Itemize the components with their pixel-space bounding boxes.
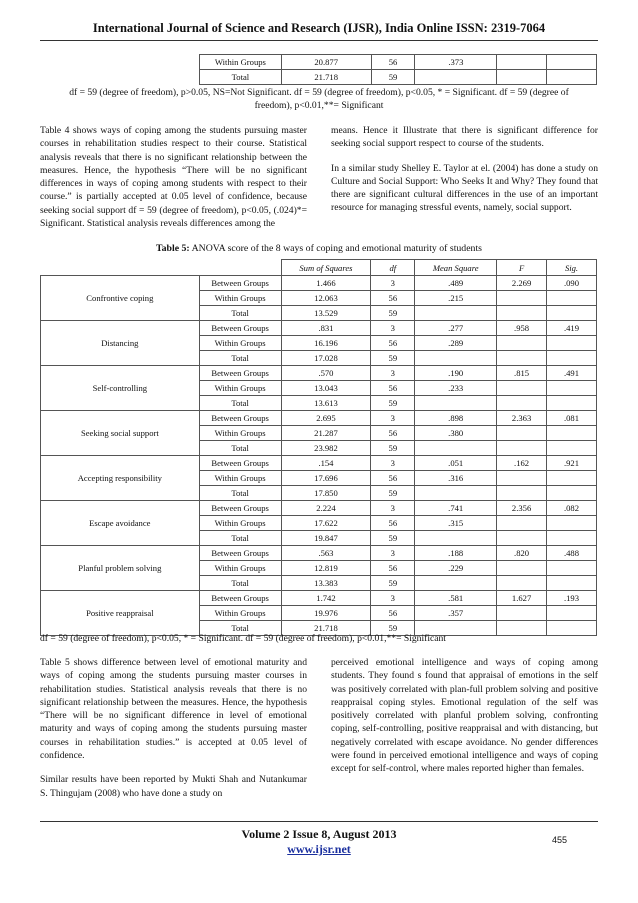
- table-cell: Within Groups: [199, 606, 281, 621]
- table-cell: 20.877: [281, 55, 371, 70]
- table-cell: 56: [371, 426, 415, 441]
- group-label-cell: [41, 366, 200, 381]
- table-cell: 3: [371, 411, 415, 426]
- table-cell: 1.466: [281, 276, 371, 291]
- table-cell: [415, 396, 497, 411]
- table-cell: .316: [415, 471, 497, 486]
- table-cell: [415, 576, 497, 591]
- table-row: [41, 516, 597, 531]
- table-cell: [415, 441, 497, 456]
- paragraph: In a similar study Shelley E. Taylor at el. (2004) has done a study on Culture and Social Support: Who Seeks It and Why? They found that there are significant cultural differences in the use of an important resource for managing stressful events, namely, social support.: [331, 162, 598, 214]
- col-header: Sig.: [547, 260, 597, 276]
- group-label-cell: [41, 591, 200, 606]
- table-cell: [415, 70, 497, 85]
- table-row: [200, 70, 597, 85]
- group-label-cell: Positive reappraisal: [41, 606, 200, 621]
- table-cell: .921: [547, 456, 597, 471]
- paragraph: perceived emotional intelligence and ways of coping among students. They found s found that appraisal of emotions in the self was positively correlated with plan-full problem solving and positive reappraisal coping styles. Emotional regulation of the self was positively correlated with planful problem solving, confronting coping, self-controlling, positive reappraisal and with distancing, but negatively correlated with escape avoidance. No gender differences were found in perceived emotional intelligence and ways of coping except for self-control, where males reported higher than females.: [331, 657, 598, 775]
- paragraph: means. Hence it Illustrate that there is significant difference for seeking social support respect to course of the students.: [331, 125, 598, 150]
- top-anova-table: [199, 54, 597, 85]
- col-header: Mean Square: [415, 260, 497, 276]
- table-cell: [497, 561, 547, 576]
- table-cell: [547, 561, 597, 576]
- table-cell: 3: [371, 546, 415, 561]
- table-row: [41, 441, 597, 456]
- group-label-cell: [41, 396, 200, 411]
- group-label-cell: Accepting responsibility: [41, 471, 200, 486]
- paragraph: Table 4 shows ways of coping among the students pursuing master courses in rehabilitation studies respect to their course. Statistical analysis reveals that there is no significant relationship between the measures. Hence, the hypothesis “There will be no significant differences in ways of coping among students with respect to their course.” is partially accepted at 0.05 level of confidence, because seeking social support df = 59 (degree of freedom), p<0.05, (.024)*= Significant. Statistical analysis reveals differences among the: [40, 125, 307, 230]
- table-row: [41, 456, 597, 471]
- table-row: [41, 606, 597, 621]
- table-cell: Within Groups: [199, 291, 281, 306]
- table-cell: [547, 516, 597, 531]
- table-cell: 23.982: [281, 441, 371, 456]
- table-cell: 56: [371, 381, 415, 396]
- table-cell: [497, 381, 547, 396]
- table-cell: 3: [371, 276, 415, 291]
- group-label-cell: [41, 411, 200, 426]
- table-row: [41, 381, 597, 396]
- table-cell: [547, 306, 597, 321]
- table-cell: 12.063: [281, 291, 371, 306]
- table-cell: Within Groups: [199, 336, 281, 351]
- table-cell: .193: [547, 591, 597, 606]
- table-cell: .373: [415, 55, 497, 70]
- table-cell: [497, 396, 547, 411]
- table-cell: 13.613: [281, 396, 371, 411]
- table-cell: .581: [415, 591, 497, 606]
- table-cell: [497, 471, 547, 486]
- group-label-cell: [41, 546, 200, 561]
- table-cell: Total: [199, 531, 281, 546]
- table-cell: [497, 291, 547, 306]
- table-cell: 56: [371, 606, 415, 621]
- table-cell: 59: [371, 576, 415, 591]
- group-label-cell: Escape avoidance: [41, 516, 200, 531]
- col-header: Sum of Squares: [281, 260, 371, 276]
- table-cell: [497, 306, 547, 321]
- table-cell: [415, 486, 497, 501]
- table-cell: Between Groups: [199, 321, 281, 336]
- group-label-cell: [41, 441, 200, 456]
- table-cell: [547, 441, 597, 456]
- table-cell: Total: [200, 70, 282, 85]
- table-row: [41, 471, 597, 486]
- table-cell: [415, 306, 497, 321]
- page-number: 455: [552, 835, 568, 845]
- table-row: [41, 411, 597, 426]
- top-table-note: df = 59 (degree of freedom), p>0.05, NS=Not Significant. df = 59 (degree of freedom), p<0.05, * = Significant. df = 59 (degree of freedom), p<0.01,**= Significant: [69, 87, 569, 111]
- table-cell: [497, 351, 547, 366]
- group-label-cell: [41, 306, 200, 321]
- group-label-cell: Seeking social support: [41, 426, 200, 441]
- table-cell: .815: [497, 366, 547, 381]
- table-cell: [547, 486, 597, 501]
- table5-caption-text: ANOVA score of the 8 ways of coping and emotional maturity of students: [189, 243, 482, 254]
- table-cell: [415, 531, 497, 546]
- table-cell: .233: [415, 381, 497, 396]
- table-cell: [547, 576, 597, 591]
- table5-caption-label: Table 5:: [156, 243, 190, 254]
- column-left-lower: [40, 656, 307, 811]
- table-cell: .082: [547, 501, 597, 516]
- table-cell: Total: [199, 441, 281, 456]
- table-cell: 59: [371, 531, 415, 546]
- table-cell: [497, 606, 547, 621]
- table-cell: 13.383: [281, 576, 371, 591]
- table-cell: [497, 441, 547, 456]
- table-cell: Between Groups: [199, 366, 281, 381]
- table-row: [41, 321, 597, 336]
- table-cell: .380: [415, 426, 497, 441]
- group-label-cell: [41, 321, 200, 336]
- table-cell: 2.224: [281, 501, 371, 516]
- table-cell: Within Groups: [199, 516, 281, 531]
- table-cell: [547, 70, 597, 85]
- table-cell: .570: [281, 366, 371, 381]
- table-cell: [497, 531, 547, 546]
- table-cell: 59: [371, 306, 415, 321]
- table-cell: Between Groups: [199, 591, 281, 606]
- table-cell: 59: [371, 621, 415, 636]
- table-cell: 12.819: [281, 561, 371, 576]
- table-row: [41, 351, 597, 366]
- table-cell: .491: [547, 366, 597, 381]
- table-cell: .357: [415, 606, 497, 621]
- table-cell: 21.718: [281, 70, 371, 85]
- table-cell: Within Groups: [200, 55, 282, 70]
- table-row: [41, 591, 597, 606]
- table-cell: [547, 426, 597, 441]
- table-cell: 56: [371, 471, 415, 486]
- group-label-cell: [41, 456, 200, 471]
- table-cell: .563: [281, 546, 371, 561]
- table-cell: .489: [415, 276, 497, 291]
- group-label-cell: Distancing: [41, 336, 200, 351]
- table-cell: 19.847: [281, 531, 371, 546]
- table-cell: [547, 351, 597, 366]
- table-cell: [497, 336, 547, 351]
- table-cell: Total: [199, 621, 281, 636]
- table-cell: .820: [497, 546, 547, 561]
- group-label-cell: [41, 501, 200, 516]
- journal-header: International Journal of Science and Research (IJSR), India Online ISSN: 2319-7064: [92, 21, 546, 35]
- table-cell: Total: [199, 486, 281, 501]
- table5-note: df = 59 (degree of freedom), p<0.05, * = Significant. df = 59 (degree of freedom), p<0.01,**= Significant: [40, 633, 446, 644]
- paragraph: Table 5 shows difference between level of emotional maturity and ways of coping among the students pursuing master courses in rehabilitation studies. Statistical analysis reveals that there is no significant relationship between the measures. Hence, the hypothesis “There will be no significant difference in level of emotional maturity and ways of coping among the students pursuing master courses in rehabilitation studies.” is accepted at 0.05 level of confidence.: [40, 657, 307, 762]
- table-cell: 17.850: [281, 486, 371, 501]
- footer: [0, 827, 638, 857]
- table-row: [41, 276, 597, 291]
- group-label-cell: [41, 576, 200, 591]
- group-label-cell: [41, 276, 200, 291]
- table-cell: .741: [415, 501, 497, 516]
- table-cell: .831: [281, 321, 371, 336]
- table-cell: 21.718: [281, 621, 371, 636]
- table-cell: .162: [497, 456, 547, 471]
- table-cell: Within Groups: [199, 561, 281, 576]
- footer-url-link[interactable]: www.ijsr.net: [287, 842, 351, 856]
- table-cell: .315: [415, 516, 497, 531]
- table-cell: .154: [281, 456, 371, 471]
- table-cell: [497, 576, 547, 591]
- table-cell: 17.696: [281, 471, 371, 486]
- table-row: [41, 531, 597, 546]
- group-label-cell: [41, 351, 200, 366]
- table-cell: [547, 531, 597, 546]
- table-cell: [547, 336, 597, 351]
- table-cell: 2.356: [497, 501, 547, 516]
- table-cell: Total: [199, 396, 281, 411]
- table-cell: 3: [371, 501, 415, 516]
- table-row: [200, 55, 597, 70]
- table-cell: [497, 621, 547, 636]
- table-cell: [547, 606, 597, 621]
- footer-volume: Volume 2 Issue 8, August 2013: [241, 827, 397, 841]
- table-cell: .488: [547, 546, 597, 561]
- table-cell: [497, 516, 547, 531]
- table-cell: 19.976: [281, 606, 371, 621]
- group-label-cell: [41, 486, 200, 501]
- table-row: [41, 501, 597, 516]
- table-cell: [497, 55, 547, 70]
- table-cell: Between Groups: [199, 546, 281, 561]
- group-label-cell: [41, 531, 200, 546]
- table-row: [41, 486, 597, 501]
- table-cell: .188: [415, 546, 497, 561]
- table-cell: [497, 486, 547, 501]
- table-cell: 13.529: [281, 306, 371, 321]
- table-cell: 13.043: [281, 381, 371, 396]
- table-cell: 21.287: [281, 426, 371, 441]
- table-cell: 59: [371, 441, 415, 456]
- table-cell: 56: [371, 291, 415, 306]
- table-cell: 17.622: [281, 516, 371, 531]
- table-cell: 59: [371, 351, 415, 366]
- table-cell: 2.269: [497, 276, 547, 291]
- table-cell: Total: [199, 306, 281, 321]
- table-cell: 59: [371, 70, 415, 85]
- table-cell: 3: [371, 366, 415, 381]
- table-row: [41, 546, 597, 561]
- table-cell: [547, 471, 597, 486]
- table-row: [41, 291, 597, 306]
- table-row: [41, 396, 597, 411]
- group-label-cell: Planful problem solving: [41, 561, 200, 576]
- column-right-lower: [331, 656, 598, 787]
- table-cell: [415, 351, 497, 366]
- table-cell: .898: [415, 411, 497, 426]
- table-cell: .419: [547, 321, 597, 336]
- table-cell: [547, 621, 597, 636]
- table-row: [41, 561, 597, 576]
- table-cell: [497, 426, 547, 441]
- table-cell: 3: [371, 321, 415, 336]
- table-cell: [497, 70, 547, 85]
- table-row: [41, 576, 597, 591]
- table-cell: [547, 55, 597, 70]
- table-row: [41, 426, 597, 441]
- table-cell: .958: [497, 321, 547, 336]
- table-cell: 17.028: [281, 351, 371, 366]
- table-cell: .277: [415, 321, 497, 336]
- table-cell: 2.695: [281, 411, 371, 426]
- table-row: [41, 306, 597, 321]
- table-cell: .090: [547, 276, 597, 291]
- table-cell: [547, 396, 597, 411]
- table-cell: .051: [415, 456, 497, 471]
- table-cell: Within Groups: [199, 381, 281, 396]
- table5-header-row: [41, 260, 597, 276]
- table-cell: 59: [371, 486, 415, 501]
- table-cell: .081: [547, 411, 597, 426]
- table-cell: Within Groups: [199, 426, 281, 441]
- table-cell: 56: [371, 336, 415, 351]
- footer-rule: [40, 821, 598, 822]
- table-row: [41, 336, 597, 351]
- table-cell: Between Groups: [199, 501, 281, 516]
- table-cell: 1.742: [281, 591, 371, 606]
- col-header: df: [371, 260, 415, 276]
- table-cell: Between Groups: [199, 456, 281, 471]
- column-left-upper: [40, 124, 307, 241]
- table-cell: 56: [371, 55, 415, 70]
- table-cell: .190: [415, 366, 497, 381]
- table-cell: 1.627: [497, 591, 547, 606]
- table5-caption: [0, 243, 638, 254]
- table-cell: .229: [415, 561, 497, 576]
- table5-anova: [40, 259, 597, 636]
- table-cell: 2.363: [497, 411, 547, 426]
- table-cell: [547, 381, 597, 396]
- table-cell: .215: [415, 291, 497, 306]
- table-cell: 56: [371, 516, 415, 531]
- group-label-cell: Confrontive coping: [41, 291, 200, 306]
- table-cell: Between Groups: [199, 411, 281, 426]
- table-cell: .289: [415, 336, 497, 351]
- table-cell: Within Groups: [199, 471, 281, 486]
- table-cell: [547, 291, 597, 306]
- col-header: F: [497, 260, 547, 276]
- paragraph: Similar results have been reported by Mukti Shah and Nutankumar S. Thingujam (2008) who have done a study on: [40, 774, 307, 799]
- table-cell: 59: [371, 396, 415, 411]
- table-cell: 16.196: [281, 336, 371, 351]
- table-cell: Between Groups: [199, 276, 281, 291]
- header-rule: [40, 40, 598, 41]
- table-row: [41, 366, 597, 381]
- column-right-upper: [331, 124, 598, 226]
- table-cell: 56: [371, 561, 415, 576]
- table-cell: 3: [371, 456, 415, 471]
- group-label-cell: Self-controlling: [41, 381, 200, 396]
- table-cell: 3: [371, 591, 415, 606]
- table-cell: Total: [199, 576, 281, 591]
- table-cell: Total: [199, 351, 281, 366]
